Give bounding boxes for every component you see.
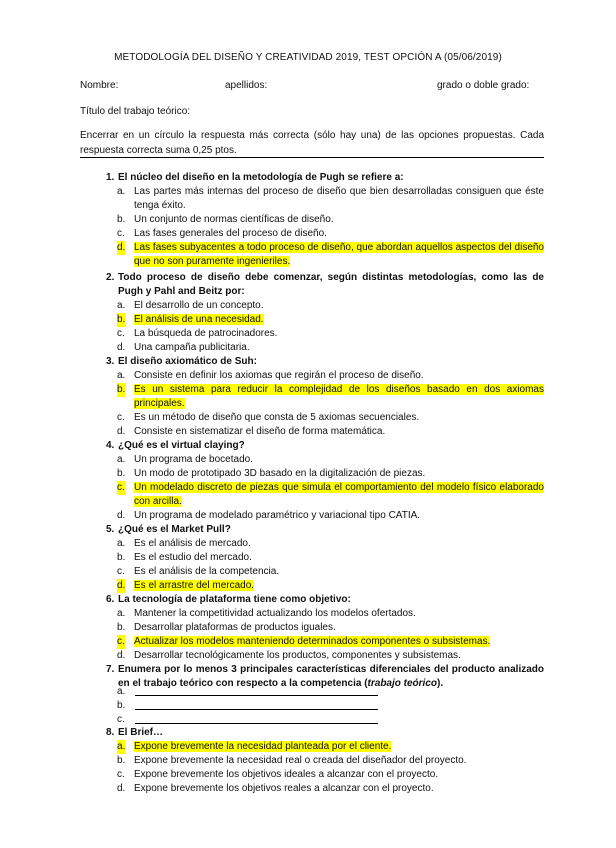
option-text: Un modo de prototipado 3D basado en la digitalización de piezas.	[134, 468, 426, 479]
option-letter: a.	[117, 370, 126, 381]
option-letter: d.	[117, 342, 126, 353]
option-text: Expone brevemente la necesidad real o creada del diseñador del proyecto.	[134, 755, 467, 766]
option-text	[134, 635, 544, 649]
option-letter: c.	[117, 482, 125, 493]
option-text: Es el análisis de la competencia.	[134, 566, 280, 577]
option-letter: d.	[117, 580, 126, 591]
question-text: Todo proceso de diseño debe comenzar, según distintas metodologías, como las de Pugh y Pahl and Beitz por:	[118, 272, 544, 297]
option-text: Es el estudio del mercado.	[134, 552, 252, 563]
question-number: 6.	[106, 594, 115, 605]
question-text	[118, 663, 544, 691]
option-letter: a.	[117, 608, 126, 619]
option-text: Expone brevemente los objetivos reales a alcanzar con el proyecto.	[134, 783, 434, 794]
option-text: Las fases generales del proceso de diseño.	[134, 228, 327, 239]
exam-title: METODOLOGÍA DEL DISEÑO Y CREATIVIDAD 2019, TEST OPCIÓN A (05/06/2019)	[114, 52, 502, 63]
option-text: Consiste en sistematizar el diseño de forma matemática.	[134, 426, 386, 437]
question-number: 3.	[106, 356, 115, 367]
highlighted-answer: Es el arrastre del mercado.	[134, 580, 255, 591]
surname-label: apellidos:	[225, 80, 268, 91]
answer-line-7b[interactable]	[135, 709, 378, 710]
option-letter: b.	[117, 552, 126, 563]
highlighted-answer: El análisis de una necesidad.	[134, 314, 264, 325]
option-text: La búsqueda de patrocinadores.	[134, 328, 278, 339]
question-text: El núcleo del diseño en la metodología de Pugh se refiere a:	[118, 172, 404, 183]
question-number: 4.	[106, 440, 115, 451]
option-letter: a.	[117, 186, 126, 197]
question-text-italic: trabajo teórico	[367, 678, 437, 689]
option-text	[134, 241, 544, 269]
question-text: ¿Qué es el Market Pull?	[118, 524, 231, 535]
option-letter: c.	[117, 566, 125, 577]
option-letter: b.	[117, 214, 126, 225]
option-text: Expone brevemente los objetivos ideales a alcanzar con el proyecto.	[134, 769, 439, 780]
option-letter: a.	[117, 538, 126, 549]
option-letter: d.	[117, 650, 126, 661]
option-text: Las partes más internas del proceso de diseño que bien desarrolladas consiguen que éste tenga éxito.	[134, 186, 544, 211]
name-label: Nombre:	[80, 80, 119, 91]
option-text: Es un método de diseño que consta de 5 axiomas secuenciales.	[134, 412, 420, 423]
option-letter: d.	[117, 510, 126, 521]
option-text	[134, 313, 544, 327]
question-text: ¿Qué es el virtual claying?	[118, 440, 245, 451]
option-letter: a.	[117, 300, 126, 311]
instructions: Encerrar en un círculo la respuesta más correcta (sólo hay una) de las opciones propuestas. Cada respuesta correcta suma 0,25 ptos.	[80, 130, 544, 156]
option-letter: c.	[117, 412, 125, 423]
thesis-title-label: Título del trabajo teórico:	[80, 106, 191, 117]
option-letter: b.	[117, 622, 126, 633]
blank-letter: b.	[117, 700, 126, 711]
option-letter: b.	[117, 314, 126, 325]
header-divider	[80, 157, 544, 158]
highlighted-answer: Es un sistema para reducir la complejidad de los diseños basado en dos axiomas principales.	[134, 384, 544, 409]
question-text: El diseño axiomático de Suh:	[118, 356, 257, 367]
option-letter: d.	[117, 242, 126, 253]
option-text	[134, 481, 544, 509]
question-number: 8.	[106, 727, 115, 738]
option-letter: c.	[117, 769, 125, 780]
option-text	[134, 383, 544, 411]
highlighted-answer: Las fases subyacentes a todo proceso de diseño, que abordan aquellos aspectos del diseño que no son puramente ingenieriles.	[134, 242, 544, 267]
option-text: Un conjunto de normas científicas de diseño.	[134, 214, 334, 225]
question-number: 7.	[106, 664, 115, 675]
option-letter: b.	[117, 468, 126, 479]
answer-line-7c[interactable]	[135, 723, 378, 724]
option-letter: a.	[117, 454, 126, 465]
answer-line-7a[interactable]	[135, 695, 378, 696]
option-text	[134, 579, 544, 593]
option-letter: c.	[117, 228, 125, 239]
question-text-part: Enumera por lo menos 3 principales características diferenciales del producto analizado en el trabajo teórico con respecto a la competencia (	[118, 664, 544, 689]
option-text: Consiste en definir los axiomas que regirán el proceso de diseño.	[134, 370, 424, 381]
option-letter: c.	[117, 636, 125, 647]
option-text: Un programa de bocetado.	[134, 454, 253, 465]
option-text: El desarrollo de un concepto.	[134, 300, 264, 311]
highlighted-answer: Actualizar los modelos manteniendo determinados componentes o subsistemas.	[134, 636, 491, 647]
option-text: Desarrollar tecnológicamente los productos, componentes y subsistemas.	[134, 650, 461, 661]
option-text: Mantener la competitividad actualizando los modelos ofertados.	[134, 608, 416, 619]
blank-letter: c.	[117, 714, 125, 725]
option-letter: b.	[117, 755, 126, 766]
option-text	[134, 740, 544, 754]
question-text: El Brief…	[118, 727, 164, 738]
question-number: 5.	[106, 524, 115, 535]
highlighted-answer: Expone brevemente la necesidad planteada por el cliente.	[134, 741, 392, 752]
blank-letter: a.	[117, 686, 126, 697]
question-text: La tecnología de plataforma tiene como objetivo:	[118, 594, 351, 605]
question-number: 2.	[106, 272, 115, 283]
option-letter: a.	[117, 741, 126, 752]
option-text: Un programa de modelado paramétrico y variacional tipo CATIA.	[134, 510, 421, 521]
option-text: Una campaña publicitaria.	[134, 342, 250, 353]
option-text: Es el análisis de mercado.	[134, 538, 251, 549]
option-text: Desarrollar plataformas de productos iguales.	[134, 622, 336, 633]
option-letter: d.	[117, 426, 126, 437]
degree-label: grado o doble grado:	[437, 80, 530, 91]
question-number: 1.	[106, 172, 115, 183]
option-letter: c.	[117, 328, 125, 339]
highlighted-answer: Un modelado discreto de piezas que simula el comportamiento del modelo físico elaborado con arcilla.	[134, 482, 544, 507]
option-letter: b.	[117, 384, 126, 395]
question-text-part: ).	[437, 678, 444, 689]
option-letter: d.	[117, 783, 126, 794]
